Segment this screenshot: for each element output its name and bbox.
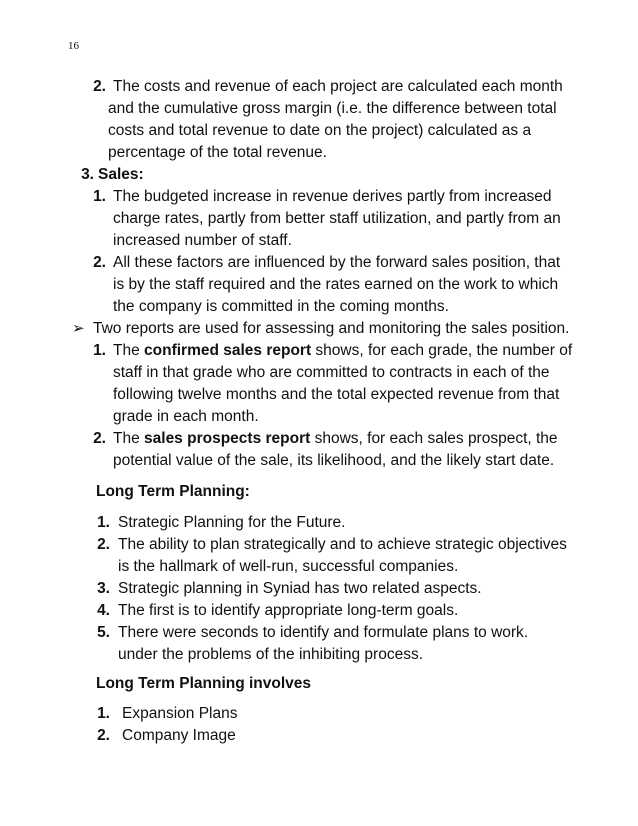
list-text: charge rates, partly from better staff utilization, and partly from an — [113, 210, 561, 227]
list-number: 3. — [81, 166, 94, 183]
list-text: percentage of the total revenue. — [108, 144, 327, 161]
list-text — [113, 428, 558, 450]
list-text: Company Image — [122, 727, 236, 744]
list-text: grade in each month. — [113, 408, 259, 425]
arrow-bullet-icon: ➢ — [72, 320, 85, 337]
list-text-run: shows, for each sales prospect, the — [310, 430, 558, 447]
report-name: sales prospects report — [144, 430, 311, 447]
list-number: 3. — [97, 580, 110, 597]
list-text: Strategic Planning for the Future. — [118, 514, 346, 531]
list-number: 1. — [97, 705, 110, 722]
list-text: potential value of the sale, its likelihood, and the likely start date. — [113, 452, 555, 469]
page-number: 16 — [68, 40, 79, 52]
list-number: 2. — [93, 254, 106, 271]
list-text — [113, 340, 572, 362]
list-text: following twelve months and the total expected revenue from that — [113, 386, 560, 403]
list-text: The ability to plan strategically and to achieve strategic objectives — [118, 536, 567, 553]
ltpi-heading: Long Term Planning involves — [96, 675, 312, 692]
list-number: 5. — [97, 624, 110, 641]
list-text: the company is committed in the coming months. — [113, 298, 449, 315]
list-number: 1. — [97, 514, 110, 531]
list-text: There were seconds to identify and formulate plans to work. — [118, 624, 529, 641]
list-number: 2. — [93, 78, 106, 95]
sales-heading-text: Sales: — [98, 166, 144, 183]
ltp-heading: Long Term Planning: — [96, 483, 250, 500]
list-text: costs and total revenue to date on the project) calculated as a — [108, 122, 532, 139]
list-text: is by the staff required and the rates earned on the work to which — [113, 276, 559, 293]
list-text: increased number of staff. — [113, 232, 292, 249]
list-text: and the cumulative gross margin (i.e. the difference between total — [108, 100, 557, 117]
list-number: 2. — [97, 727, 110, 744]
list-text: The costs and revenue of each project are calculated each month — [113, 78, 563, 95]
list-number: 1. — [93, 188, 106, 205]
list-number: 2. — [93, 430, 106, 447]
list-text: All these factors are influenced by the forward sales position, that — [113, 254, 561, 271]
list-text: Strategic planning in Syniad has two related aspects. — [118, 580, 482, 597]
list-text-run: The — [113, 342, 145, 359]
list-number: 1. — [93, 342, 106, 359]
list-text-run: The — [113, 430, 145, 447]
report-name: confirmed sales report — [144, 342, 312, 359]
list-text: The first is to identify appropriate long-term goals. — [118, 602, 459, 619]
list-text-run: shows, for each grade, the number of — [311, 342, 573, 359]
list-text: Expansion Plans — [122, 705, 238, 722]
list-text: staff in that grade who are committed to contracts in each of the — [113, 364, 550, 381]
list-text: is the hallmark of well-run, successful companies. — [118, 558, 459, 575]
list-number: 2. — [97, 536, 110, 553]
list-text: under the problems of the inhibiting process. — [118, 646, 424, 663]
list-text: The budgeted increase in revenue derives partly from increased — [113, 188, 552, 205]
bullet-text: Two reports are used for assessing and monitoring the sales position. — [93, 320, 570, 337]
list-number: 4. — [97, 602, 110, 619]
